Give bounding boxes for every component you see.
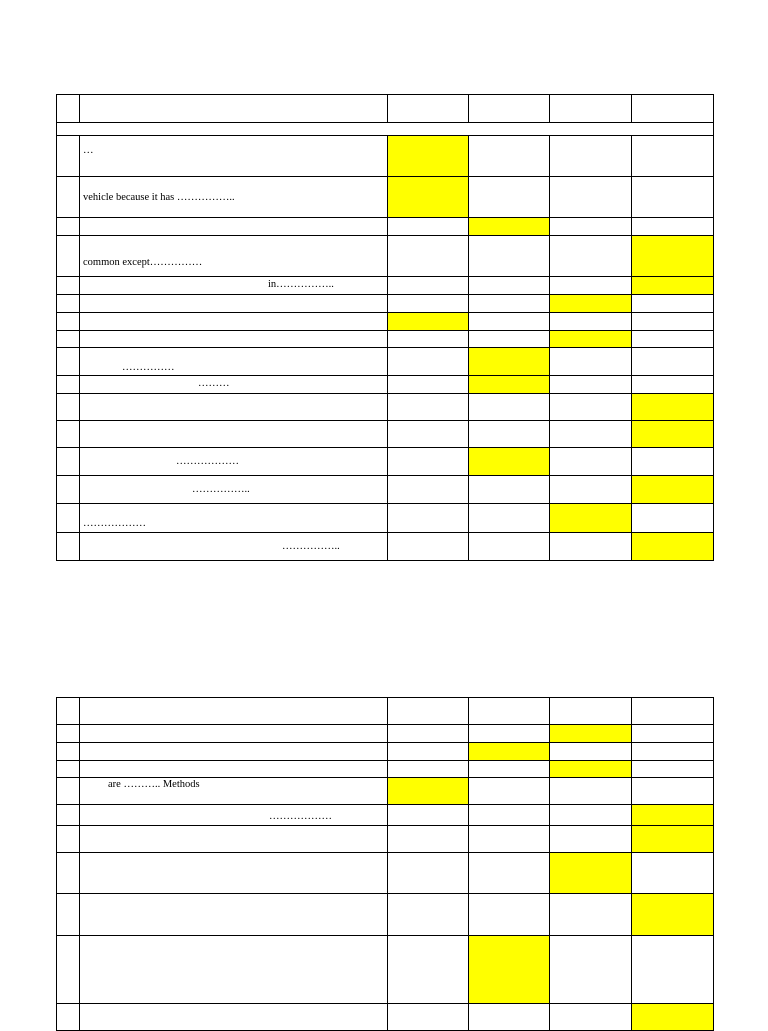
option-a-cell [387,935,468,1003]
question-row [56,852,714,893]
header-option-b-cell [468,94,549,122]
option-a-cell [387,1003,468,1030]
option-a-cell [387,447,468,475]
option-a-cell [387,347,468,375]
question-text-cell [79,742,387,760]
table-bottom-border [56,560,714,561]
question-text-cell [79,135,387,176]
header-question-cell [79,94,387,122]
highlighted-answer-cell [631,276,714,294]
option-a-cell [387,742,468,760]
question-row [56,330,714,347]
question-number-cell [56,1003,79,1030]
question-text-cell [79,825,387,852]
question-number-cell [56,724,79,742]
question-row [56,742,714,760]
highlighted-answer-cell [468,742,549,760]
question-number-cell [56,347,79,375]
header-option-a-cell [387,94,468,122]
highlighted-answer-cell [631,235,714,276]
header-option-b-cell [468,697,549,724]
header-option-d-cell [631,697,714,724]
question-row [56,825,714,852]
option-c-cell [549,135,631,176]
question-text-cell [79,420,387,447]
question-text-fragment: ……………… [176,456,239,467]
question-row [56,1003,714,1030]
highlighted-answer-cell [468,375,549,393]
option-b-cell [468,1003,549,1030]
option-b-cell [468,804,549,825]
highlighted-answer-cell [549,503,631,532]
highlighted-answer-cell [631,420,714,447]
question-row [56,760,714,777]
question-row [56,135,714,176]
option-b-cell [468,176,549,217]
option-b-cell [468,503,549,532]
highlighted-answer-cell [387,312,468,330]
question-row [56,503,714,532]
answer-table-2 [56,697,714,1031]
question-number-cell [56,742,79,760]
question-row [56,235,714,276]
question-number-cell [56,276,79,294]
question-row [56,532,714,560]
question-number-cell [56,760,79,777]
option-d-cell [631,935,714,1003]
question-text-fragment: are ……….. Methods [108,779,200,790]
option-c-cell [549,475,631,503]
option-c-cell [549,935,631,1003]
option-c-cell [549,742,631,760]
highlighted-answer-cell [631,893,714,935]
option-d-cell [631,777,714,804]
option-b-cell [468,420,549,447]
highlighted-answer-cell [549,294,631,312]
option-b-cell [468,135,549,176]
question-number-cell [56,235,79,276]
highlighted-answer-cell [468,347,549,375]
option-a-cell [387,330,468,347]
option-a-cell [387,294,468,312]
question-row [56,276,714,294]
option-a-cell [387,217,468,235]
option-b-cell [468,760,549,777]
question-text-cell [79,760,387,777]
option-a-cell [387,804,468,825]
question-row [56,312,714,330]
question-number-cell [56,393,79,420]
option-a-cell [387,825,468,852]
question-text-cell [79,330,387,347]
question-number-cell [56,375,79,393]
question-row [56,724,714,742]
option-d-cell [631,742,714,760]
header-number-cell [56,697,79,724]
question-row [56,375,714,393]
highlighted-answer-cell [631,475,714,503]
option-a-cell [387,276,468,294]
question-row [56,447,714,475]
question-number-cell [56,503,79,532]
highlighted-answer-cell [631,532,714,560]
question-row [56,935,714,1003]
option-c-cell [549,532,631,560]
question-number-cell [56,935,79,1003]
question-text-fragment: …………….. [282,541,340,552]
option-c-cell [549,312,631,330]
question-text-cell [79,893,387,935]
option-d-cell [631,294,714,312]
question-text-cell [79,724,387,742]
highlighted-answer-cell [549,760,631,777]
header-option-a-cell [387,697,468,724]
option-d-cell [631,135,714,176]
option-b-cell [468,777,549,804]
header-option-d-cell [631,94,714,122]
highlighted-answer-cell [468,935,549,1003]
option-b-cell [468,825,549,852]
option-b-cell [468,276,549,294]
question-row [56,420,714,447]
question-number-cell [56,852,79,893]
option-c-cell [549,393,631,420]
question-text-cell [79,217,387,235]
option-a-cell [387,760,468,777]
option-b-cell [468,294,549,312]
question-number-cell [56,777,79,804]
question-row [56,475,714,503]
section-divider-row [56,122,714,135]
question-text-cell [79,852,387,893]
option-a-cell [387,852,468,893]
question-text-cell [79,235,387,276]
option-c-cell [549,447,631,475]
question-number-cell [56,475,79,503]
question-text-cell [79,393,387,420]
question-text-fragment: ……………… [269,811,332,822]
highlighted-answer-cell [549,724,631,742]
option-a-cell [387,503,468,532]
header-option-c-cell [549,697,631,724]
option-d-cell [631,312,714,330]
option-d-cell [631,176,714,217]
question-row [56,393,714,420]
option-c-cell [549,777,631,804]
question-text-cell [79,1003,387,1030]
option-a-cell [387,475,468,503]
option-c-cell [549,825,631,852]
header-question-cell [79,697,387,724]
question-text-fragment: vehicle because it has …………….. [83,192,235,203]
option-a-cell [387,724,468,742]
question-text-cell [79,804,387,825]
option-a-cell [387,532,468,560]
header-option-c-cell [549,94,631,122]
question-number-cell [56,217,79,235]
question-text-fragment: …………….. [192,484,250,495]
question-number-cell [56,893,79,935]
option-c-cell [549,420,631,447]
option-d-cell [631,852,714,893]
option-c-cell [549,1003,631,1030]
option-a-cell [387,420,468,447]
option-d-cell [631,724,714,742]
question-number-cell [56,532,79,560]
option-b-cell [468,893,549,935]
highlighted-answer-cell [468,217,549,235]
option-c-cell [549,804,631,825]
highlighted-answer-cell [468,447,549,475]
question-text-cell [79,294,387,312]
header-number-cell [56,94,79,122]
option-b-cell [468,532,549,560]
option-b-cell [468,852,549,893]
option-c-cell [549,235,631,276]
question-number-cell [56,447,79,475]
highlighted-answer-cell [631,804,714,825]
question-number-cell [56,294,79,312]
option-c-cell [549,176,631,217]
question-row [56,804,714,825]
option-b-cell [468,724,549,742]
option-b-cell [468,330,549,347]
option-a-cell [387,893,468,935]
option-b-cell [468,475,549,503]
question-row [56,294,714,312]
question-text-fragment: common except…………… [83,257,203,268]
highlighted-answer-cell [387,777,468,804]
option-a-cell [387,375,468,393]
highlighted-answer-cell [549,852,631,893]
option-d-cell [631,503,714,532]
question-text-cell [79,375,387,393]
option-a-cell [387,235,468,276]
highlighted-answer-cell [549,330,631,347]
question-number-cell [56,176,79,217]
option-d-cell [631,375,714,393]
header-row [56,94,714,122]
option-c-cell [549,347,631,375]
highlighted-answer-cell [631,825,714,852]
option-c-cell [549,276,631,294]
header-row [56,697,714,724]
option-d-cell [631,347,714,375]
question-text-cell [79,935,387,1003]
question-text-fragment: …………… [122,362,175,373]
question-number-cell [56,312,79,330]
question-text-cell [79,532,387,560]
highlighted-answer-cell [631,393,714,420]
highlighted-answer-cell [387,176,468,217]
question-text-cell [79,276,387,294]
option-c-cell [549,893,631,935]
question-text-fragment: ……………… [83,518,146,529]
option-d-cell [631,447,714,475]
question-number-cell [56,135,79,176]
question-text-fragment: ……… [198,378,230,389]
question-row [56,217,714,235]
option-b-cell [468,393,549,420]
question-text-cell [79,312,387,330]
question-text-fragment: … [83,145,94,156]
question-number-cell [56,330,79,347]
option-b-cell [468,235,549,276]
answer-table-1 [56,94,714,561]
option-a-cell [387,393,468,420]
option-c-cell [549,217,631,235]
option-d-cell [631,217,714,235]
question-number-cell [56,420,79,447]
option-c-cell [549,375,631,393]
question-row [56,893,714,935]
question-number-cell [56,804,79,825]
question-number-cell [56,825,79,852]
highlighted-answer-cell [387,135,468,176]
question-text-fragment: in…………….. [268,279,334,290]
option-d-cell [631,330,714,347]
option-b-cell [468,312,549,330]
option-d-cell [631,760,714,777]
highlighted-answer-cell [631,1003,714,1030]
